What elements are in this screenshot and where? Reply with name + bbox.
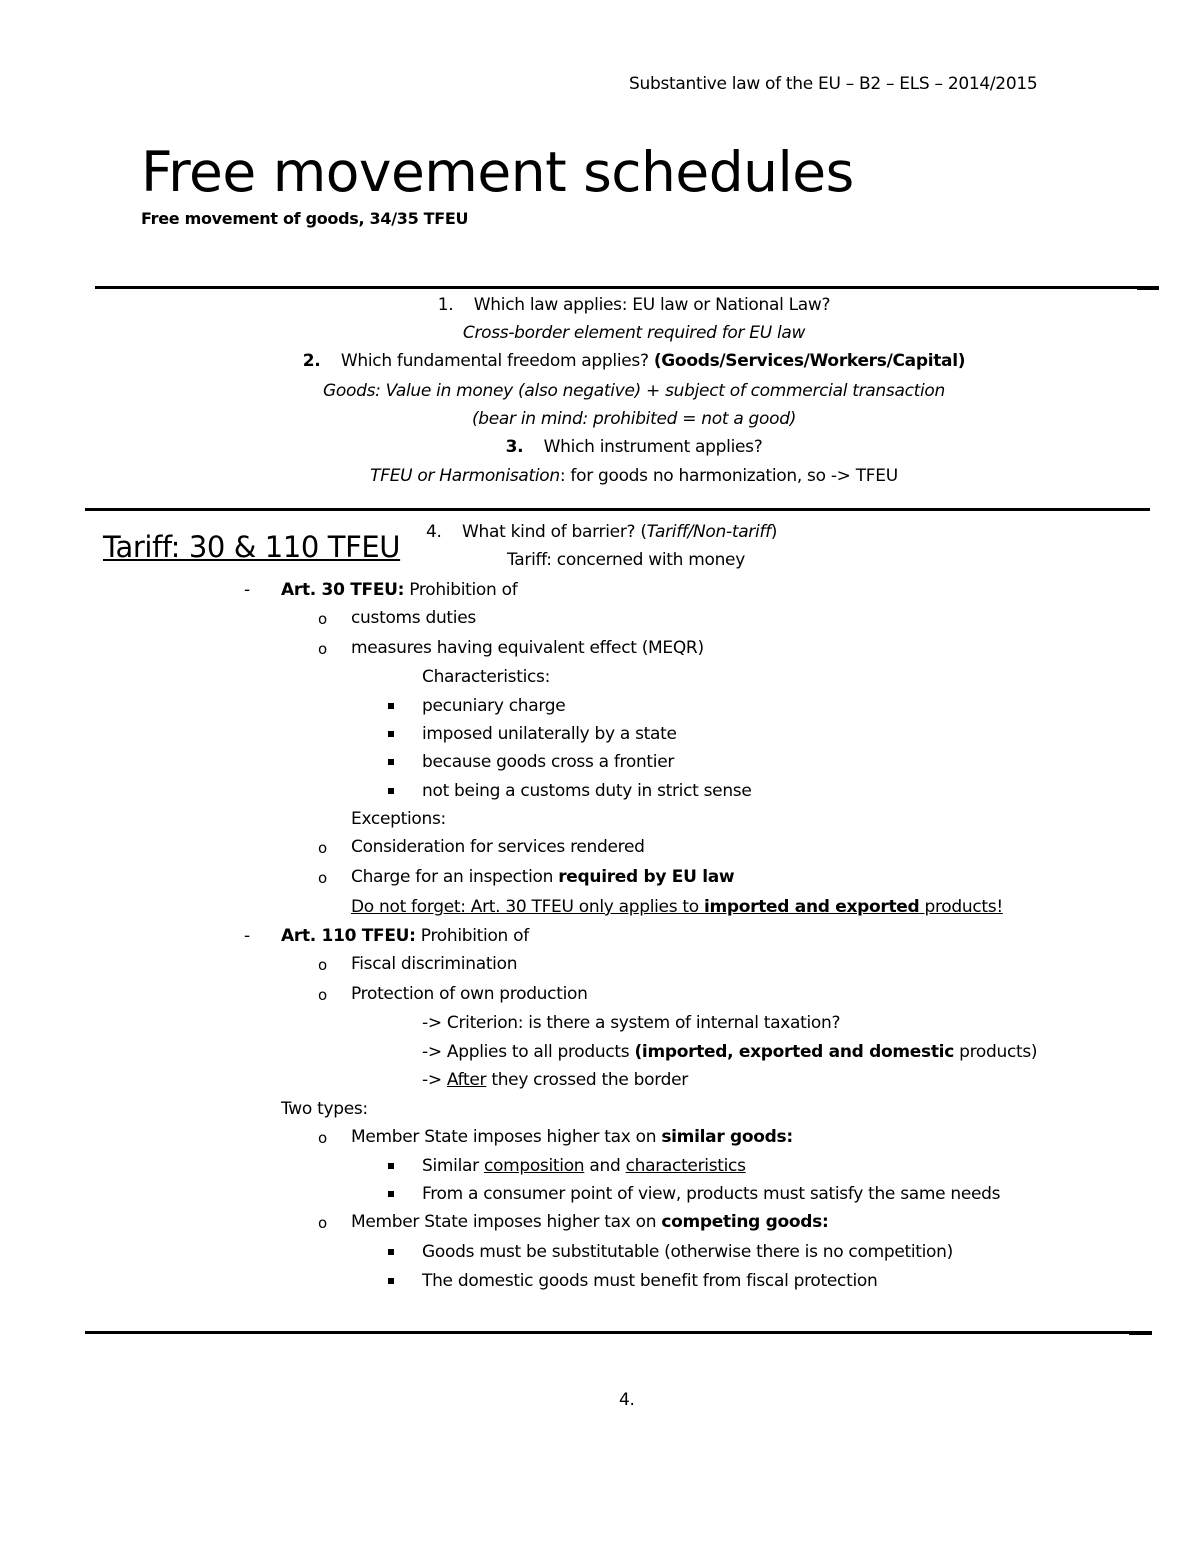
question-4-close: ) <box>770 522 778 542</box>
question-2-text: Which fundamental freedom applies? <box>340 351 654 371</box>
tariff-heading: Tariff: 30 & 110 TFEU <box>103 530 401 564</box>
question-3 <box>0 437 1200 457</box>
art30-label: Art. 30 TFEU: <box>281 580 405 600</box>
question-3-number: 3. <box>505 437 524 457</box>
type-1-sub-1 <box>422 1156 746 1176</box>
protection-own-production: Protection of own production <box>351 984 588 1004</box>
question-3-note-instrument: TFEU or Harmonisation <box>370 466 560 486</box>
question-2-note-2: (bear in mind: prohibited = not a good) <box>471 409 797 429</box>
criterion-line: -> Criterion: is there a system of internal taxation? <box>422 1013 841 1033</box>
square-bullet <box>388 1191 394 1197</box>
question-1-note: Cross-border element required for EU law <box>462 323 806 343</box>
exceptions-label: Exceptions: <box>351 809 446 829</box>
question-4-note: Tariff: concerned with money <box>507 550 745 570</box>
circle-bullet: o <box>318 956 328 974</box>
char-item: imposed unilaterally by a state <box>422 724 677 744</box>
question-3-note <box>0 466 1200 486</box>
page-subtitle: Free movement of goods, 34/35 TFEU <box>141 209 469 228</box>
divider-middle-tick <box>607 510 697 511</box>
applies-text: -> Applies to all products <box>422 1042 635 1062</box>
dash-bullet: - <box>244 926 251 946</box>
circle-bullet: o <box>318 640 328 658</box>
dash-bullet: - <box>244 580 251 600</box>
type-1-sub-1-c: and <box>584 1156 626 1176</box>
square-bullet <box>388 759 394 765</box>
page-number: 4. <box>619 1390 635 1410</box>
divider-top-end <box>1137 286 1159 290</box>
question-4-options: Tariff/Non-tariff <box>646 522 771 542</box>
circle-bullet: o <box>318 869 328 887</box>
art110-line <box>281 926 529 946</box>
question-1-text: Which law applies: EU law or National Law? <box>473 295 831 315</box>
reminder-text: Do not forget: Art. 30 TFEU only applies to <box>351 897 704 917</box>
char-item: because goods cross a frontier <box>422 752 675 772</box>
type-2 <box>351 1212 828 1232</box>
exception-2-bold: required by EU law <box>558 867 735 887</box>
art110-text: Prohibition of <box>415 926 529 946</box>
type-2-sub-1: Goods must be substitutable (otherwise there is no competition) <box>422 1242 953 1262</box>
reminder-end: products! <box>919 897 1003 917</box>
applies-end: products) <box>953 1042 1038 1062</box>
square-bullet <box>388 1278 394 1284</box>
type-1-sub-1-b: composition <box>483 1156 585 1176</box>
question-1-number: 1. <box>437 295 454 315</box>
characteristics-label: Characteristics: <box>422 667 551 687</box>
square-bullet <box>388 703 394 709</box>
type-1-sub-1-d: characteristics <box>625 1156 746 1176</box>
question-3-text: Which instrument applies? <box>543 437 763 457</box>
question-2 <box>0 351 1200 371</box>
square-bullet <box>388 788 394 794</box>
exception-2-text: Charge for an inspection <box>351 867 559 887</box>
applies-line <box>422 1042 1037 1062</box>
circle-bullet: o <box>318 1129 328 1147</box>
divider-bottom-end <box>1129 1331 1152 1335</box>
square-bullet <box>388 1163 394 1169</box>
after-text: they crossed the border <box>486 1070 688 1090</box>
page-title: Free movement schedules <box>141 140 854 204</box>
type-2-sub-2: The domestic goods must benefit from fiscal protection <box>422 1271 878 1291</box>
question-4 <box>426 522 777 542</box>
type-2-bold: competing goods: <box>661 1212 829 1232</box>
art110-label: Art. 110 TFEU: <box>281 926 416 946</box>
type-1 <box>351 1127 793 1147</box>
circle-bullet: o <box>318 1214 328 1232</box>
meqr: measures having equivalent effect (MEQR) <box>351 638 704 658</box>
reminder-bold: imported and exported <box>703 897 920 917</box>
exception-1: Consideration for services rendered <box>351 837 645 857</box>
char-item: not being a customs duty in strict sense <box>422 781 752 801</box>
circle-bullet: o <box>318 986 328 1004</box>
applies-bold: (imported, exported and domestic <box>634 1042 954 1062</box>
running-header: Substantive law of the EU – B2 – ELS – 2014/2015 <box>629 74 1038 94</box>
question-4-number: 4. <box>426 522 442 542</box>
question-4-text: What kind of barrier? ( <box>462 522 647 542</box>
question-2-options: (Goods/Services/Workers/Capital) <box>653 351 966 371</box>
char-item: pecuniary charge <box>422 696 566 716</box>
square-bullet <box>388 731 394 737</box>
question-1 <box>0 295 1200 315</box>
type-1-text: Member State imposes higher tax on <box>351 1127 662 1147</box>
type-1-sub-2: From a consumer point of view, products must satisfy the same needs <box>422 1184 1001 1204</box>
circle-bullet: o <box>318 610 328 628</box>
fiscal-discrimination: Fiscal discrimination <box>351 954 518 974</box>
type-2-text: Member State imposes higher tax on <box>351 1212 662 1232</box>
divider-top <box>95 286 1138 289</box>
question-2-note: Goods: Value in money (also negative) + subject of commercial transaction <box>323 381 945 401</box>
after-arrow: -> <box>422 1070 447 1090</box>
art30-text: Prohibition of <box>404 580 518 600</box>
two-types-label: Two types: <box>281 1099 368 1119</box>
after-line <box>422 1070 688 1090</box>
square-bullet <box>388 1249 394 1255</box>
divider-bottom <box>85 1331 1130 1334</box>
question-2-number: 2. <box>302 351 321 371</box>
after-underlined: After <box>446 1070 487 1090</box>
type-1-bold: similar goods: <box>661 1127 793 1147</box>
circle-bullet: o <box>318 839 328 857</box>
question-3-note-rest: : for goods no harmonization, so -> TFEU <box>559 466 898 486</box>
exception-2 <box>351 867 734 887</box>
art30-reminder <box>351 897 1003 917</box>
customs-duties: customs duties <box>351 608 476 628</box>
art30-line <box>281 580 517 600</box>
type-1-sub-1-a: Similar <box>422 1156 484 1176</box>
